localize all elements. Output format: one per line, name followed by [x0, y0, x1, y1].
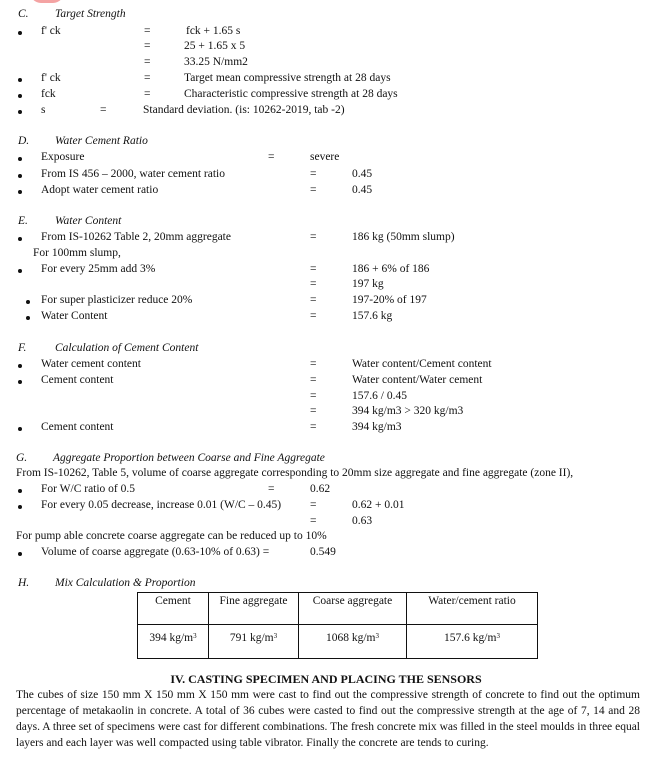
cell-value: 157.6 kg/m	[444, 632, 497, 644]
row-label: Cement content	[41, 374, 114, 386]
row-value: 394 kg/m3 > 320 kg/m3	[352, 405, 464, 417]
row-label: f' ck	[41, 25, 61, 37]
row-label: Cement content	[41, 421, 114, 433]
bullet-icon	[18, 31, 22, 35]
table-cell	[407, 625, 538, 659]
row-label: For super plasticizer reduce 20%	[41, 294, 193, 306]
unit-superscript: 3	[375, 632, 379, 640]
equals-sign: =	[310, 515, 317, 527]
equals-sign: =	[144, 56, 151, 68]
equals-sign: =	[100, 104, 107, 116]
equals-sign: =	[310, 421, 317, 433]
row-value: 0.62	[310, 483, 331, 495]
row-label: From IS-10262 Table 2, 20mm aggregate	[41, 231, 231, 243]
row-value: 0.62 + 0.01	[352, 499, 405, 511]
section-intro: From IS-10262, Table 5, volume of coarse aggregate corresponding to 20mm size aggregate and fine aggregate (zone II),	[16, 467, 574, 479]
row-value: 186 kg (50mm slump)	[352, 231, 455, 243]
unit-superscript: 3	[193, 632, 197, 640]
bullet-icon	[26, 300, 30, 304]
bullet-icon	[18, 380, 22, 384]
equals-sign: =	[144, 40, 151, 52]
cell-value: 1068 kg/m	[325, 632, 376, 644]
bullet-icon	[18, 505, 22, 509]
row-value: 197-20% of 197	[352, 294, 427, 306]
bullet-icon	[18, 157, 22, 161]
table-header-cell: Water/cement ratio	[407, 593, 538, 625]
section-title: Mix Calculation & Proportion	[55, 577, 196, 589]
table-row	[138, 625, 538, 659]
section-letter: G.	[16, 452, 28, 464]
bullet-icon	[18, 174, 22, 178]
bullet-icon	[18, 552, 22, 556]
row-label: fck	[41, 88, 56, 100]
equals-sign: =	[268, 483, 275, 495]
table-cell	[209, 625, 299, 659]
row-value: 157.6 kg	[352, 310, 393, 322]
row-value: 197 kg	[352, 278, 384, 290]
section-letter: E.	[18, 215, 28, 227]
section-title: Aggregate Proportion between Coarse and Fine Aggregate	[53, 452, 325, 464]
section-title: Water Cement Ratio	[55, 135, 148, 147]
bullet-icon	[18, 110, 22, 114]
section-heading: IV. CASTING SPECIMEN AND PLACING THE SENSORS	[170, 672, 482, 686]
equals-sign: =	[144, 88, 151, 100]
table-cell	[138, 625, 209, 659]
row-label: Adopt water cement ratio	[41, 184, 159, 196]
row-label: Water Content	[41, 310, 108, 322]
equals-sign: =	[310, 405, 317, 417]
row-value: 0.63	[352, 515, 373, 527]
row-label: For every 0.05 decrease, increase 0.01 (W/C – 0.45)	[41, 499, 282, 511]
equals-sign: =	[310, 390, 317, 402]
section-letter: H.	[18, 577, 30, 589]
table-header-cell: Fine aggregate	[209, 593, 299, 625]
table-header-cell: Coarse aggregate	[299, 593, 407, 625]
bullet-icon	[18, 78, 22, 82]
row-value: 0.45	[352, 184, 373, 196]
row-value: 25 + 1.65 x 5	[184, 40, 246, 52]
section-title: Target Strength	[55, 8, 126, 20]
equals-sign: =	[310, 184, 317, 196]
section-letter: D.	[18, 135, 30, 147]
row-label: Volume of coarse aggregate (0.63-10% of 0.63) =	[41, 546, 270, 558]
row-value: fck + 1.65 s	[186, 25, 241, 37]
equals-sign: =	[310, 231, 317, 243]
equals-sign: =	[144, 25, 151, 37]
equals-sign: =	[310, 374, 317, 386]
row-value: 33.25 N/mm2	[184, 56, 248, 68]
unit-superscript: 3	[496, 632, 500, 640]
table-header-row	[138, 593, 538, 625]
cell-value: 394 kg/m	[149, 632, 194, 644]
row-label: For W/C ratio of 0.5	[41, 483, 136, 495]
bullet-icon	[18, 94, 22, 98]
unit-superscript: 3	[273, 632, 278, 640]
bullet-icon	[18, 364, 22, 368]
bullet-icon	[18, 489, 22, 493]
equals-sign: =	[310, 263, 317, 275]
row-label: For every 25mm add 3%	[41, 263, 156, 275]
section-title: Water Content	[55, 215, 122, 227]
table-cell	[299, 625, 407, 659]
row-value: 394 kg/m3	[352, 421, 402, 433]
mix-proportion-table	[137, 592, 538, 659]
equals-sign: =	[310, 294, 317, 306]
row-value: Characteristic compressive strength at 28 days	[184, 88, 398, 100]
cell-value: 791 kg/m	[229, 632, 274, 644]
row-value: 0.549	[310, 546, 336, 558]
row-value: Target mean compressive strength at 28 days	[184, 72, 391, 84]
pump-note: For pump able concrete coarse aggregate can be reduced up to 10%	[16, 530, 327, 542]
row-label: For 100mm slump,	[33, 247, 121, 259]
section-letter: F.	[18, 342, 27, 354]
section-paragraph: The cubes of size 150 mm X 150 mm X 150 mm were cast to find out the compressive strength of concrete to find out the optimum percentage of metakaolin in concrete. A total of 36 cubes were casted to find out the compressive strength at the age of 7, 14 and 28 days. A three set of specimens were cast for different combinations. The fresh concrete mix was filled in the steel moulds in three equal layers and each layer was well compacted using table vibrator. Finally the concrete are tends to curing.	[16, 689, 640, 749]
bullet-icon	[18, 269, 22, 273]
row-label: From IS 456 – 2000, water cement ratio	[41, 168, 225, 180]
equals-sign: =	[310, 310, 317, 322]
row-value: Standard deviation. (is: 10262-2019, tab -2)	[143, 104, 345, 116]
bullet-icon	[26, 316, 30, 320]
row-value: severe	[310, 151, 340, 163]
row-value: 157.6 / 0.45	[352, 390, 407, 402]
row-value: 0.45	[352, 168, 373, 180]
row-label: s	[41, 104, 46, 116]
equals-sign: =	[310, 499, 317, 511]
row-value: 186 + 6% of 186	[352, 263, 430, 275]
row-value: Water content/Water cement	[352, 374, 483, 386]
row-label: f' ck	[41, 72, 61, 84]
bullet-icon	[18, 237, 22, 241]
table-header-cell: Cement	[138, 593, 209, 625]
page-edge-decoration	[30, 0, 64, 3]
equals-sign: =	[144, 72, 151, 84]
equals-sign: =	[310, 278, 317, 290]
row-label: Exposure	[41, 151, 85, 163]
equals-sign: =	[310, 168, 317, 180]
bullet-icon	[18, 427, 22, 431]
section-letter: C.	[18, 8, 29, 20]
bullet-icon	[18, 190, 22, 194]
section-title: Calculation of Cement Content	[55, 342, 199, 354]
equals-sign: =	[310, 358, 317, 370]
row-value: Water content/Cement content	[352, 358, 492, 370]
row-label: Water cement content	[41, 358, 141, 370]
equals-sign: =	[268, 151, 275, 163]
